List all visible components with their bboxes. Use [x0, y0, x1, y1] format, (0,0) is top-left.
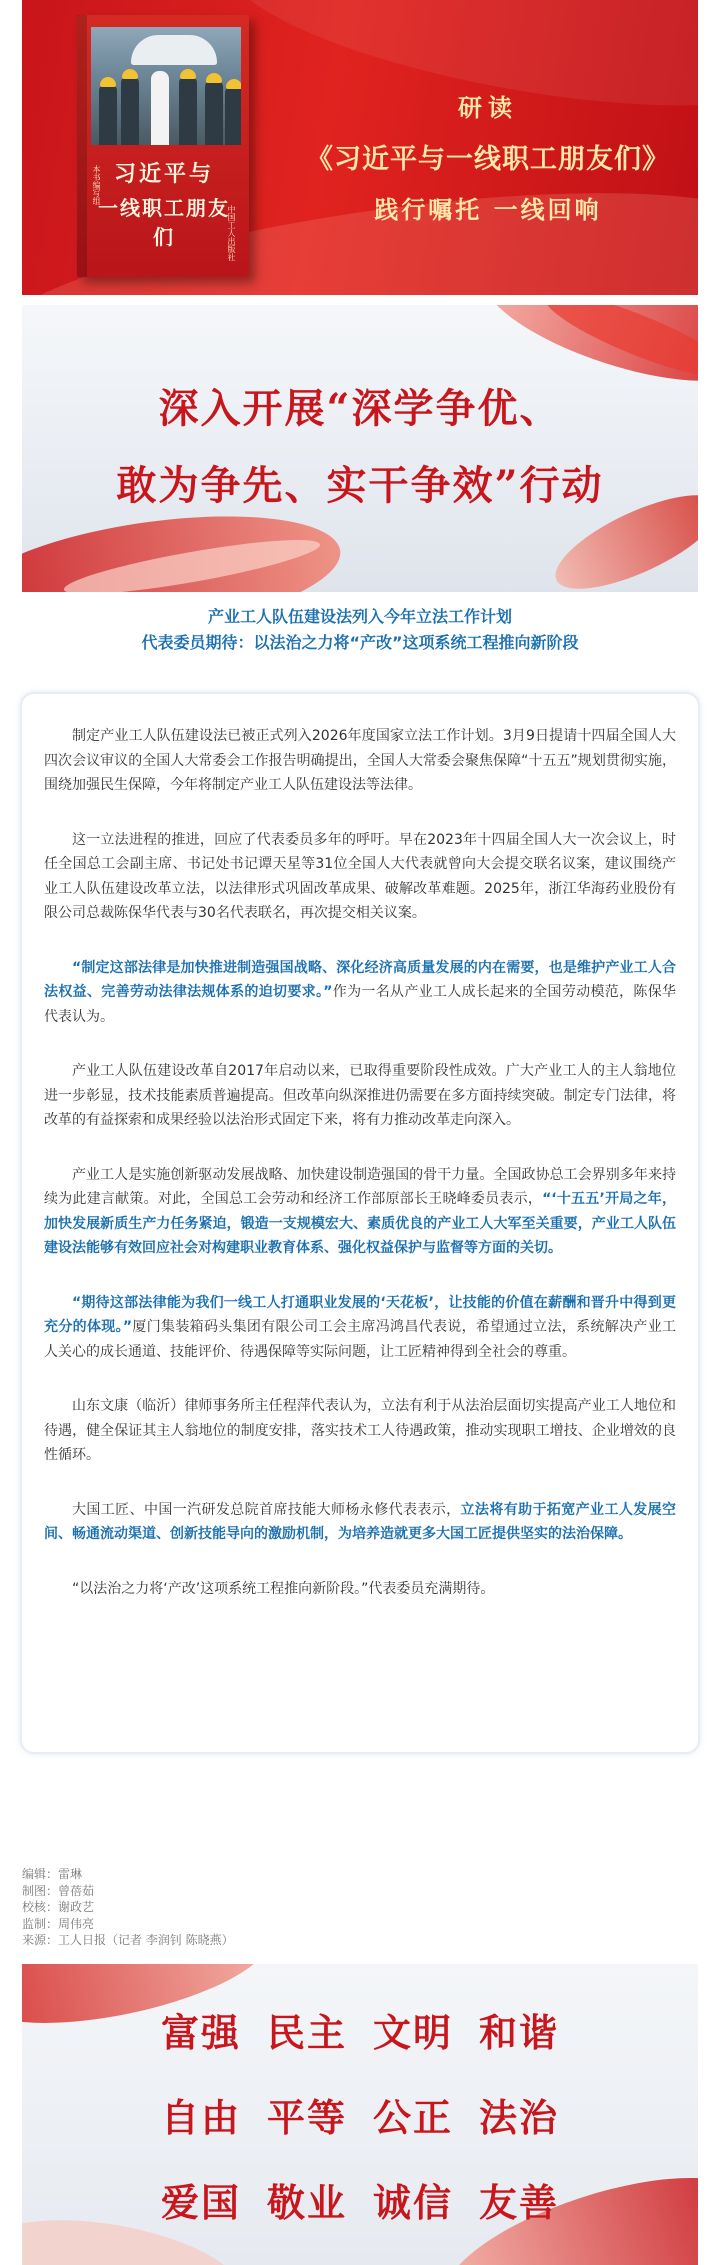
book-cover-photo [91, 27, 241, 145]
article-card [20, 692, 700, 1754]
book-cover-title [89, 157, 239, 250]
campaign-slogan [22, 377, 698, 511]
headline-subtitle: 代表委员期待：以法治之力将“产改”这项系统工程推向新阶段 [141, 633, 579, 652]
article-paragraph: “以法治之力将‘产改’这项系统工程推向新阶段。”代表委员充满期待。 [72, 1580, 495, 1597]
book-cover-image [77, 15, 249, 277]
article-paragraph: 产业工人队伍建设改革自2017年启动以来，已取得重要阶段性成效。广大产业工人的主人翁地位进一步彰显，技术技能素质普遍提高。但改革向纵深推进仍需要在多方面持续突破。制定专门法律，将改革的有益探索和成果经验以法治形式固定下来，将有力推动改革走向深入。 [44, 1063, 676, 1128]
campaign-banner [22, 305, 698, 592]
book-publisher: 中国工人出版社 [227, 205, 236, 261]
core-values-row [22, 2002, 698, 2057]
book-promo-text [278, 88, 698, 225]
promo-line-3: 践行嘱托 一线回响 [374, 195, 602, 224]
core-values-row [22, 2172, 698, 2227]
core-values-row [22, 2087, 698, 2142]
core-value-word: 民主 [266, 2010, 347, 2055]
core-value-word: 自由 [160, 2095, 241, 2140]
campaign-slogan-line1: 深入开展“深学争优、 [158, 385, 562, 432]
promo-line-1: 研读 [458, 93, 518, 122]
article-paragraph: 制定产业工人队伍建设法已被正式列入2026年度国家立法工作计划。3月9日提请十四届全国人大四次会议审议的全国人大常委会工作报告明确提出，全国人大常委会聚焦保障“十五五”规划贯彻实施，围绕加强民生保障，今年将制定产业工人队伍建设法等法律。 [44, 728, 676, 793]
core-value-word: 法治 [479, 2095, 560, 2140]
article-paragraph: 大国工匠、中国一汽研发总院首席技能大师杨永修代表表示，立法将有助于拓宽产业工人发展空间、畅通流动渠道、创新技能导向的激励机制，为培养造就更多大国工匠提供坚实的法治保障。 [44, 1501, 677, 1542]
book-author: 本书编写组 [92, 165, 101, 205]
highlighted-quote: “期待这部法律能为我们一线工人打通职业发展的‘天花板’，让技能的价值在薪酬和晋升中得到更充分的体现。” [44, 1294, 676, 1335]
article-paragraph: “期待这部法律能为我们一线工人打通职业发展的‘天花板’，让技能的价值在薪酬和晋升中得到更充分的体现。”厦门集装箱码头集团有限公司工会主席冯鸿昌代表说，希望通过立法，系统解决产业工人关心的成长通道、技能评价、待遇保障等实际问题，让工匠精神得到全社会的尊重。 [44, 1294, 677, 1360]
credit-source: 来源：工人日报（记者 李润钊 陈晓燕） [22, 1933, 234, 1947]
core-value-word: 文明 [373, 2010, 454, 2055]
core-value-word: 友善 [479, 2180, 560, 2225]
credit-editor: 编辑：雷琳 [22, 1867, 83, 1881]
highlighted-quote: 立法将有助于拓宽产业工人发展空间、畅通流动渠道、创新技能导向的激励机制，为培养造就更多大国工匠提供坚实的法治保障。 [44, 1501, 677, 1542]
core-value-word: 公正 [373, 2095, 454, 2140]
book-title-line1: 习近平与 [113, 161, 214, 187]
core-values-banner [22, 1964, 698, 2265]
core-values-grid [22, 2002, 698, 2257]
core-value-word: 敬业 [266, 2180, 347, 2225]
core-value-word: 诚信 [373, 2180, 454, 2225]
article-credits [22, 1866, 234, 1949]
article-headline [0, 604, 720, 656]
core-value-word: 和谐 [479, 2010, 560, 2055]
article-paragraph: 这一立法进程的推进，回应了代表委员多年的呼吁。早在2023年十四届全国人大一次会议上，时任全国总工会副主席、书记处书记谭天星等31位全国人大代表就曾向大会提交联名议案，建议围绕产业工人队伍建设改革立法，以法律形式巩固改革成果、破解改革难题。2025年，浙江华海药业股份有限公司总裁陈保华代表与30名代表联名，再次提交相关议案。 [44, 831, 676, 921]
book-title-line2: 一线职工朋友们 [98, 196, 230, 249]
credit-graphics: 制图：曾蓓茹 [22, 1883, 95, 1898]
core-value-word: 爱国 [160, 2180, 241, 2225]
credit-supervisor: 监制：周伟亮 [22, 1916, 95, 1931]
article-paragraph: 产业工人是实施创新驱动发展战略、加快建设制造强国的骨干力量。全国政协总工会界别多年来持续为此建言献策。对此，全国总工会劳动和经济工作部原部长王晓峰委员表示，“‘十五五’开局之年，加快发展新质生产力任务紧迫，锻造一支规模宏大、素质优良的产业工人大军至关重要，产业工人队伍建设法能够有效回应社会对构建职业教育体系、强化权益保护与监督等方面的关切。 [44, 1166, 676, 1256]
book-promo-banner [22, 0, 698, 295]
highlighted-quote: “‘十五五’开局之年，加快发展新质生产力任务紧迫，锻造一支规模宏大、素质优良的产业工人大军至关重要，产业工人队伍建设法能够有效回应社会对构建职业教育体系、强化权益保护与监督等方面的关切。 [44, 1191, 676, 1256]
headline-title: 产业工人队伍建设法列入今年立法工作计划 [207, 607, 512, 626]
credit-proofreader: 校核：谢政艺 [22, 1900, 95, 1914]
article-paragraph: “制定这部法律是加快推进制造强国战略、深化经济高质量发展的内在需要，也是维护产业工人合法权益、完善劳动法律法规体系的迫切要求。”作为一名从产业工人成长起来的全国劳动模范，陈保华代表认为。 [44, 959, 677, 1025]
campaign-slogan-line2: 敢为争先、实干争效”行动 [116, 462, 604, 509]
highlighted-quote: “制定这部法律是加快推进制造强国战略、深化经济高质量发展的内在需要，也是维护产业工人合法权益、完善劳动法律法规体系的迫切要求。” [44, 959, 676, 1000]
article-paragraph: 山东文康（临沂）律师事务所主任程萍代表认为，立法有利于从法治层面切实提高产业工人地位和待遇，健全保证其主人翁地位的制度安排，落实技术工人待遇政策，推动实现职工增技、企业增效的良性循环。 [44, 1398, 676, 1463]
core-value-word: 平等 [266, 2095, 347, 2140]
book-spine [77, 15, 87, 277]
core-value-word: 富强 [160, 2010, 241, 2055]
promo-line-2: 《习近平与一线职工朋友们》 [306, 144, 670, 175]
